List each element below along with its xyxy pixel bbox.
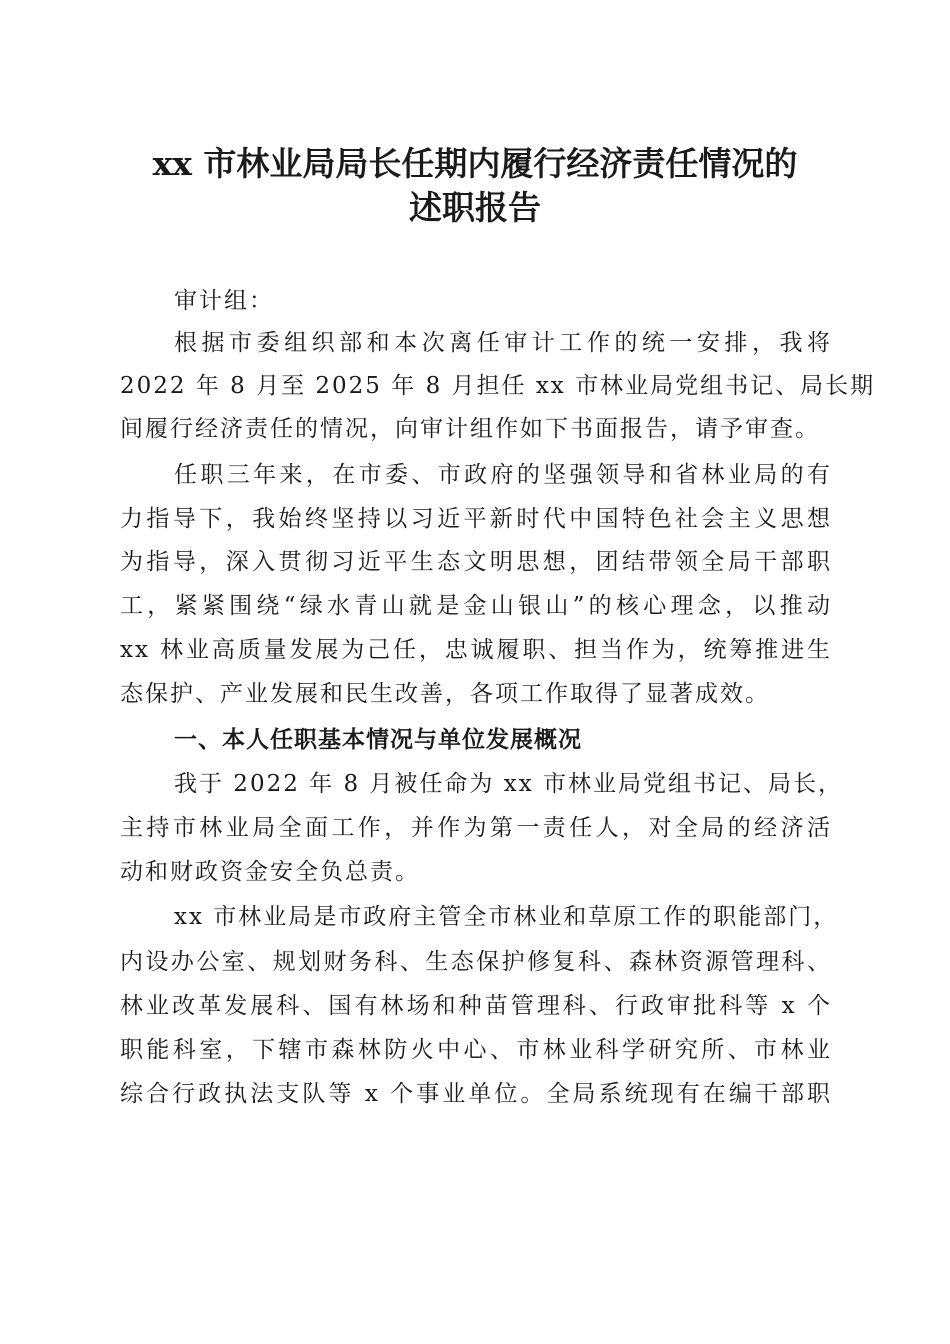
document-title-line-2: 述职报告 <box>409 188 541 227</box>
paragraph-line: 主持市林业局全面工作，并作为第一责任人，对全局的经济活 <box>120 815 832 841</box>
document-title-line-1: xx 市林业局局长任期内履行经济责任情况的 <box>152 144 798 183</box>
paragraph-line: 我于 2022 年 8 月被任命为 xx 市林业局党组书记、局长， <box>174 771 843 797</box>
paragraph-line: 林业改革发展科、国有林场和种苗管理科、行政审批科等 x 个 <box>120 993 832 1019</box>
paragraph-line: 间履行经济责任的情况，向审计组作如下书面报告，请予审查。 <box>120 416 820 442</box>
paragraph-line: 任职三年来，在市委、市政府的坚强领导和省林业局的有 <box>174 462 832 488</box>
paragraph-line: 2022 年 8 月至 2025 年 8 月担任 xx 市林业局党组书记、局长期 <box>120 373 876 399</box>
paragraph-line: 综合行政执法支队等 x 个事业单位。全局系统现有在编干部职 <box>120 1081 832 1107</box>
section-heading: 一、本人任职基本情况与单位发展概况 <box>174 727 582 753</box>
paragraph-line: 工，紧紧围绕“绿水青山就是金山银山”的核心理念，以推动 <box>120 593 832 619</box>
paragraph-line: 职能科室，下辖市森林防火中心、市林业科学研究所、市林业 <box>120 1037 832 1063</box>
paragraph-line: xx 市林业局是市政府主管全市林业和草原工作的职能部门， <box>174 904 839 930</box>
paragraph-line: 根据市委组织部和本次离任审计工作的统一安排，我将 <box>174 330 832 356</box>
paragraph-line: 动和财政资金安全负总责。 <box>120 859 420 885</box>
paragraph-line: 态保护、产业发展和民生改善，各项工作取得了显著成效。 <box>120 681 770 707</box>
salutation: 审计组： <box>174 288 274 314</box>
paragraph-line: 力指导下，我始终坚持以习近平新时代中国特色社会主义思想 <box>120 506 832 532</box>
paragraph-line: 内设办公室、规划财务科、生态保护修复科、森林资源管理科、 <box>120 949 832 975</box>
paragraph-line: xx 林业高质量发展为己任，忠诚履职、担当作为，统筹推进生 <box>120 637 832 663</box>
paragraph-line: 为指导，深入贯彻习近平生态文明思想，团结带领全局干部职 <box>120 549 832 575</box>
